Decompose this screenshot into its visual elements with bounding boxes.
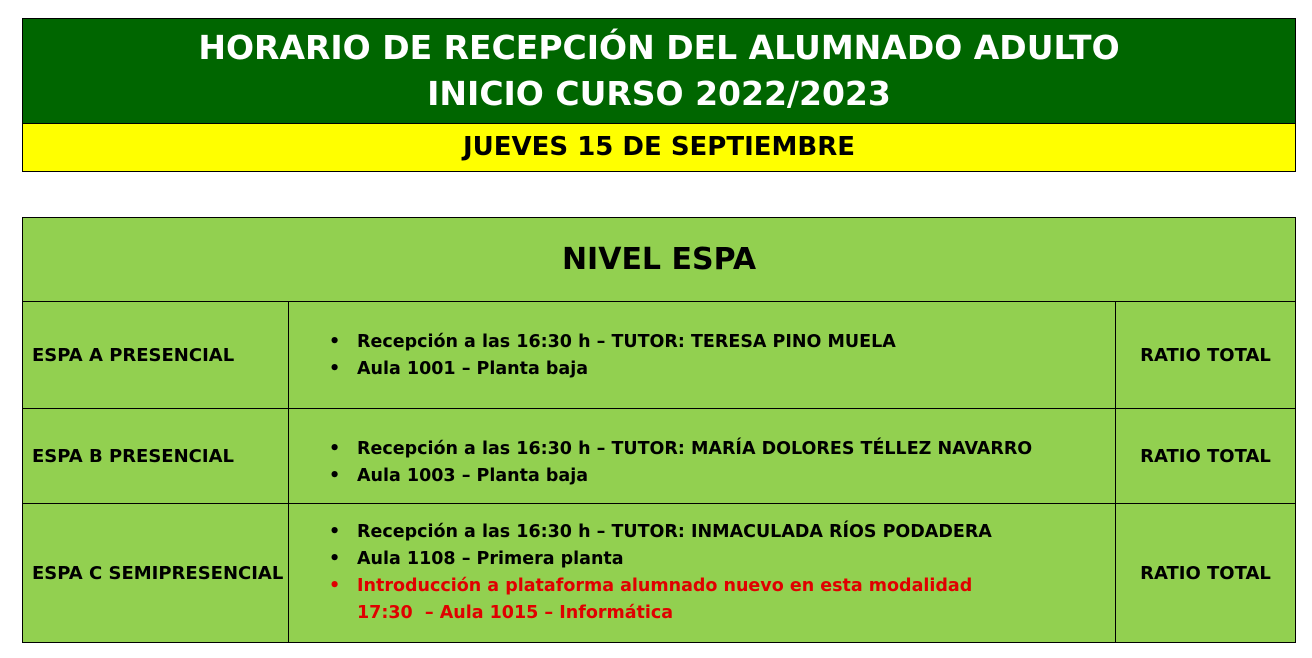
ratio-cell: RATIO TOTAL bbox=[1140, 344, 1271, 366]
highlight-item bbox=[329, 573, 992, 627]
bullet-icon: • bbox=[329, 332, 341, 352]
bullet-icon: • bbox=[329, 576, 341, 596]
list-item: • Aula 1003 – Planta baja bbox=[329, 463, 1032, 490]
bullet-icon: • bbox=[329, 466, 341, 486]
bullet-icon: • bbox=[329, 522, 341, 542]
reception-info bbox=[289, 504, 1116, 642]
table-row bbox=[23, 302, 1295, 409]
highlight-line-2: 17:30 – Aula 1015 – Informática bbox=[357, 603, 674, 623]
reception-info bbox=[289, 302, 1116, 408]
bullet-icon: • bbox=[329, 439, 341, 459]
table-row bbox=[23, 504, 1295, 642]
list-item: • Recepción a las 16:30 h – TUTOR: MARÍA DOLORES TÉLLEZ NAVARRO bbox=[329, 436, 1032, 463]
info-list bbox=[329, 329, 896, 383]
info-list bbox=[329, 519, 992, 627]
group-name: ESPA C SEMIPRESENCIAL bbox=[23, 504, 289, 642]
bullet-icon: • bbox=[329, 549, 341, 569]
reception-info bbox=[289, 409, 1116, 503]
title-line-1: HORARIO DE RECEPCIÓN DEL ALUMNADO ADULTO bbox=[198, 28, 1120, 67]
info-list bbox=[329, 436, 1032, 490]
group-name: ESPA A PRESENCIAL bbox=[23, 302, 289, 408]
title-line-2: INICIO CURSO 2022/2023 bbox=[427, 74, 891, 113]
ratio-cell: RATIO TOTAL bbox=[1140, 562, 1271, 584]
bullet-icon: • bbox=[329, 359, 341, 379]
date-banner: JUEVES 15 DE SEPTIEMBRE bbox=[23, 123, 1295, 171]
list-item: • Aula 1108 – Primera planta bbox=[329, 546, 992, 573]
highlight-line-1: Introducción a plataforma alumnado nuevo en esta modalidad bbox=[357, 576, 973, 596]
group-name: ESPA B PRESENCIAL bbox=[23, 409, 289, 503]
list-item: • Recepción a las 16:30 h – TUTOR: TERESA PINO MUELA bbox=[329, 329, 896, 356]
level-title: NIVEL ESPA bbox=[23, 218, 1295, 302]
table-row bbox=[23, 409, 1295, 504]
schedule-table bbox=[22, 217, 1296, 643]
list-item: • Aula 1001 – Planta baja bbox=[329, 356, 896, 383]
title-banner bbox=[23, 19, 1295, 123]
list-item: • Recepción a las 16:30 h – TUTOR: INMACULADA RÍOS PODADERA bbox=[329, 519, 992, 546]
header-block bbox=[22, 18, 1296, 172]
ratio-cell: RATIO TOTAL bbox=[1140, 445, 1271, 467]
